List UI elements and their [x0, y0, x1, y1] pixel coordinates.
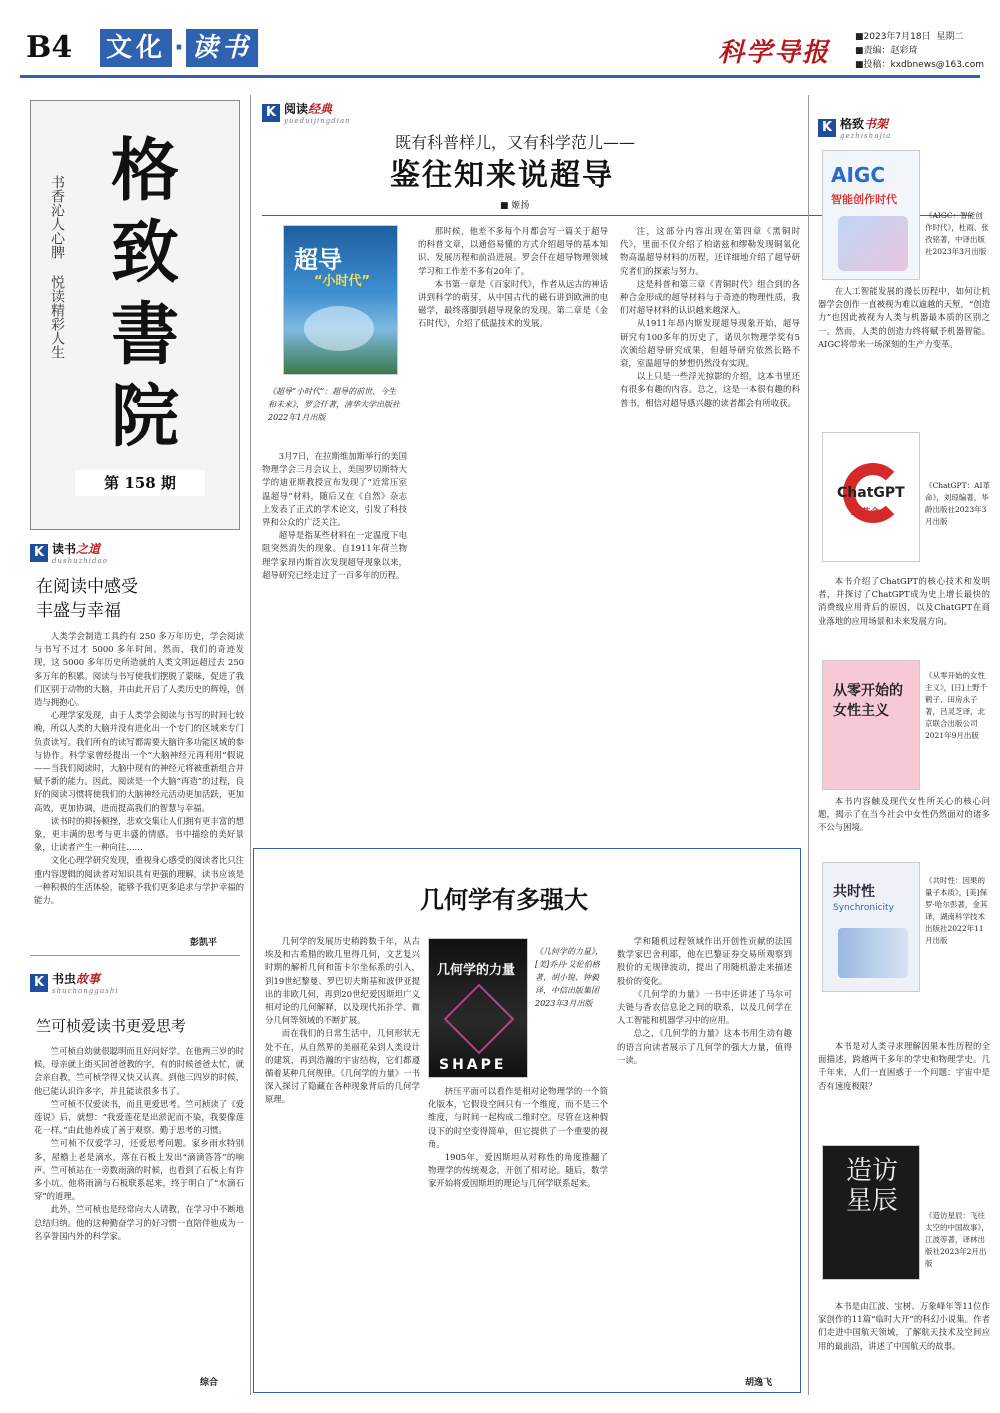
book-desc — [818, 285, 990, 415]
section-name-main: 阅读 — [284, 102, 309, 116]
k-logo-icon: K — [262, 104, 280, 122]
section-name — [52, 970, 119, 987]
paragraph: 注，这部分内容出现在第四章《黑铜时代》，里面不仅介绍了柏诺兹和缪勒发现铜氧化物高温超导材料的历程，还详细地介绍了超导研究者们的探索与努力。 — [620, 226, 800, 276]
paragraph: 那时候，他差不多每个月都会写一篇关于超导的科普文章，以通俗易懂的方式介绍超导的基本知识、发展历程和前沿进展。罗会仟在超导物理领域学习和工作差不多有20年了。 — [418, 226, 608, 276]
paragraph: 学和随机过程领域作出开创性贡献的法国数学家巴舍利耶，他在巴黎证券交易所观察到股价的无规律波动，提出了用随机游走来描述股价的变化。 — [617, 936, 792, 986]
section-name-main: 格致 — [840, 117, 865, 131]
paragraph: 1905年，爱因斯坦从对称性的角度推翻了物理学的传统观念，开创了相对论。随后，数学家开始将爱因斯坦的理论与几何学联系起来。 — [428, 1152, 608, 1189]
section-banner — [100, 28, 258, 68]
header-info — [855, 30, 984, 72]
book-cover-stars — [822, 1145, 920, 1280]
cover-title: 从零开始的女性主义 — [833, 683, 903, 719]
section-pinyin: dushuzhidao — [52, 557, 108, 565]
cover-art — [838, 216, 908, 271]
book-desc — [818, 795, 990, 855]
paragraph: 而在我们的日常生活中，几何形状无处不在，从自然界的美丽花朵到人类设计的建筑，再到浩瀚的宇宙结构，它们都遵循着某种几何规律。《几何学的力量》一书深入探讨了隐藏在各种现象背后的几何学原理。 — [265, 1028, 420, 1105]
column-title — [90, 130, 200, 458]
book-cover-geometry — [428, 938, 528, 1078]
section-name-main: 读书 — [52, 542, 77, 556]
date-text: 2023年7月18日 — [863, 32, 931, 42]
book-cover-chatgpt — [822, 432, 920, 562]
paragraph: 从1911年昂内斯发现超导现象开始，超导研究有100多年的历史了，诺贝尔物理学奖有5次颁给超导研究成果，但超导研究依然长路不衰，室温超导的梦想仍然没有实现。 — [620, 318, 800, 369]
cover-subtitle: “小时代” — [314, 274, 371, 289]
section-pinyin: shuchonggushi — [52, 987, 119, 995]
cover-subtitle: Synchronicity — [833, 903, 894, 913]
cover-en-title: SHAPE — [439, 1057, 507, 1073]
article-body — [34, 630, 244, 925]
paragraph: 3月7日，在拉斯维加斯举行的美国物理学会三月会议上，美国罗切斯特大学的迪亚斯教授宣布发现了“近常压室温超导”材料，随后又在《自然》杂志上发表了正式的学术论文，引发了科技界和公众的广泛关注。 — [262, 451, 407, 528]
section-label-culture: 文化 — [100, 29, 172, 67]
book-caption: 《造访星辰：飞往太空的中国故事》，江波等著，译林出版社2023年2月出版 — [925, 1211, 989, 1268]
page-number: B4 — [26, 30, 73, 65]
book-desc — [818, 575, 990, 650]
paragraph: 读书时的抑扬顿挫，悲欢交集让人们拥有更丰富的想象，更丰满的思考与更丰盛的情感。书中描绘的美好景象，让读者产生一种向往…… — [34, 815, 244, 853]
paragraph: 本书是对人类寻求理解因果本性历程的全面描述，跨越两千多年的学史和物理学史。几千年来，人们一直困惑于一个问题：宇宙中是否有速度极限？ — [818, 1041, 990, 1091]
book-cover-synchronicity — [822, 862, 920, 992]
cover-title: 超导 — [294, 246, 342, 274]
feature-col-1 — [262, 450, 407, 830]
cover-title: 几何学的力量 — [437, 963, 516, 978]
paragraph: 超导是指某些材料在一定温度下电阻突然消失的现象。自1911年荷兰物理学家昂内斯首次发现超导现象以来，超导研究已经走过了一百多年的历程。 — [262, 530, 407, 580]
divider — [30, 955, 240, 956]
book-cover-superconduct — [283, 225, 398, 375]
geometry-col-1 — [265, 935, 420, 1370]
column-divider — [250, 95, 251, 1395]
geometry-col-2 — [428, 1085, 608, 1370]
article-title: 竺可桢爱读书更爱思考 — [36, 1017, 187, 1035]
article-title — [36, 575, 138, 623]
book-caption: 《从零开始的女性主义》，[日]上野千鹤子、田房永子著，吕灵芝译，北京联合出版公司2021年9月出版 — [925, 671, 988, 740]
section-head-gezhi — [818, 115, 891, 140]
editor-text: 责编：赵彩琦 — [863, 46, 918, 56]
cover-title: AIGC — [831, 163, 886, 187]
section-pinyin: gezhishujia — [840, 132, 892, 140]
article-body — [34, 1045, 244, 1365]
paragraph: 竺可桢自幼就很聪明而且好问好学。在他两三岁的时候，母亲就上街买回爸爸教的字，有的时候爸爸太忙，就会亲自教，竺可桢学得又快又认真。到他三四岁的时候，他已能认识许多字，并且能读很多书了。 — [34, 1046, 244, 1096]
book-desc — [818, 1040, 990, 1120]
geometry-title: 几何学有多强大 — [420, 886, 588, 914]
k-logo-icon: K — [818, 119, 836, 137]
cover-subtitle: 智能创作时代 — [831, 193, 897, 206]
cover-title: 造访星辰 — [845, 1156, 898, 1216]
column-title-char: 致 — [110, 213, 179, 293]
k-logo-icon: K — [30, 544, 48, 562]
email-line: ■投稿：kxdbnews@163.com — [855, 60, 985, 70]
paragraph: 人类学会制造工具约有 250 多万年历史，学会阅读与书写不过才 5000 多年时间。然而，我们的奇迹发现，这 5000 多年历史所造就的人类文明远超过去 250 多万年的积累。阅读与书写使我们摆脱了蒙昧，促进了我们区别于动物的大脑，并由此开启了人类历史的辉煌，创造与拥抱心。 — [34, 631, 244, 708]
book-caption: 《AIGC：智能创作时代》，杜雨、张孜铭著，中译出版社2023年3月出版 — [925, 211, 989, 256]
issue-date: ■2023年7月18日 星期二 — [855, 32, 964, 42]
author-name: 姬扬 — [511, 201, 530, 211]
article-author: 综合 — [200, 1378, 219, 1388]
k-logo-icon: K — [30, 974, 48, 992]
geometry-author: 胡逸飞 — [745, 1378, 773, 1388]
section-name-em: 书架 — [864, 117, 889, 131]
column-title-char: 格 — [110, 131, 179, 211]
header-rule — [20, 75, 980, 78]
paragraph: 以上只是一些浮光掠影的介绍，这本书里还有很多有趣的内容。总之，这是一本很有趣的科普书，相信对超导感兴趣的读者都会有所收获。 — [620, 371, 800, 408]
masthead-logo: 科学导报 — [718, 38, 831, 68]
paragraph: 本书内容触及现代女性所关心的核心问题，揭示了在当今社会中女性仍然面对的诸多不公与困境。 — [818, 796, 990, 833]
cover-title: ChatGPT — [837, 485, 905, 501]
title-line: 在阅读中感受 — [36, 577, 138, 597]
feature-col-2 — [418, 225, 608, 830]
section-pinyin: yueduijingdian — [284, 117, 351, 125]
editor-line: ■责编：赵彩琦 — [855, 46, 918, 56]
paragraph: 在人工智能发展的漫长历程中，如何让机器学会创作一直被视为难以逾越的天堑，“创造力”也因此被视为人类与机器最本质的区别之一。然而，人类的创造力终将赋予机器智能。AIGC将带来一场深刻的生产力变革。 — [818, 286, 990, 349]
column-poem-left: 悦读精彩人生 — [49, 275, 65, 359]
section-name-em: 之道 — [76, 542, 101, 556]
title-line: 丰盛与幸福 — [36, 601, 121, 621]
section-head-yuedu — [262, 100, 351, 125]
weekday-text: 星期二 — [936, 32, 964, 42]
issue-badge: 第 158 期 — [75, 470, 205, 496]
book-caption: 《超导“小时代”：超导的前世、今生和未来》，罗会仟著，清华大学出版社 2022年1月出版 — [268, 387, 400, 422]
column-title-char: 院 — [110, 377, 179, 457]
book-caption: 《几何学的力量》，[美]乔丹·艾伦伯格著，胡小锐、钟毅译，中信出版集团2023年3月出版 — [535, 947, 603, 1008]
section-head-dushu — [30, 540, 108, 565]
geometry-col-3 — [617, 935, 792, 1370]
cover-title: 共时性 — [833, 884, 875, 900]
book-caption: 《ChatGPT：AI革命》，刘琼编著，华龄出版社2023年3月出版 — [925, 481, 990, 526]
column-title-char: 書 — [110, 295, 179, 375]
feature-author: ■ 姬扬 — [500, 201, 530, 211]
feature-title: 鉴往知来说超导 — [390, 158, 614, 193]
cover-subtitle: AI革命 — [851, 508, 880, 518]
book-caption: 《共时性：因果的量子本质》，[美]保罗·哈尔彭著，金其译，湖南科学技术出版社2022年11月出版 — [925, 876, 988, 945]
section-name — [52, 540, 108, 557]
paragraph: 此外，竺可桢也是经常向大人请教，在学习中不断地总结归纳。他的这种勤奋学习的好习惯一直陪伴他成为一名享誉国内外的科学家。 — [34, 1204, 244, 1241]
section-head-shuchong — [30, 970, 119, 995]
paragraph: 总之，《几何学的力量》这本书用生动有趣的语言向读者展示了几何学的强大力量，值得一读。 — [617, 1028, 792, 1065]
section-name — [284, 100, 351, 117]
column-divider — [808, 95, 809, 1395]
paragraph: 本书第一章是《百家时代》，作者从远古的神话讲到科学的萌芽，从中国古代的磁石讲到欧洲的电磁学，最终落脚到超导现象的发现。第二章是《金石时代》，介绍了低温技术的发展。 — [418, 278, 608, 329]
section-name-main: 书虫 — [52, 972, 77, 986]
book-desc — [818, 1300, 990, 1395]
paragraph: 竺可桢不仅爱读书，而且更爱思考。竺可桢读了《爱莲说》后，就想：“我爱莲花是出淤泥而不染，我要像莲花一样。”由此他养成了善于观察、勤于思考的习惯。 — [34, 1098, 244, 1136]
paragraph: 挤压平面可以看作是相对论物理学的一个简化版本，它假设空间只有一个维度，而不是三个维度，与时间一起构成二维时空。尽管在这种假设下的时空变得简单，但它提供了一个重要的视角。 — [428, 1086, 608, 1149]
paragraph: 《几何学的力量》一书中还讲述了马尔可夫链与香农信息论之间的联系，以及几何学在人工智能和机器学习中的应用。 — [617, 988, 792, 1026]
section-name — [840, 115, 891, 132]
feature-col-3 — [620, 225, 800, 830]
section-dot: · — [174, 33, 184, 63]
paragraph: 几何学的发展历史稍跨数千年，从古埃及和古希腊的欧几里得几何，文艺复兴时期的解析几何和笛卡尔坐标系的引入，到19世纪黎曼、罗巴切夫斯基和波伊亚提出的非欧几何，再到20世纪爱因斯坦广义相对论的几何解释，以及现代拓扑学、微分几何等领域的不断扩展。 — [265, 936, 420, 1026]
column-poem-right: 书香沁人心脾 — [49, 175, 65, 259]
section-name-em: 经典 — [308, 102, 333, 116]
cover-art — [838, 928, 908, 978]
paragraph: 本书介绍了ChatGPT的核心技术和发明者，并探讨了ChatGPT成为史上增长最快的消费级应用背后的原因，以及ChatGPT在商业落地的应用场景和未来发展方向。 — [818, 576, 990, 626]
paragraph: 这是科普和第三章《青铜时代》组合到的各种合金形成的超导材料与于奇迹的物理性质，我们对超导材料的认识越来越深入。 — [620, 278, 800, 316]
paragraph: 竺可桢不仅爱学习，还爱思考问题。家乡雨水特别多，屋檐上老是滴水，落在石板上发出“滴滴答答”的响声。竺可桢站在一旁数雨滴的时候，也看到了石板上有许多小坑。他将雨滴与石板联系起来，终于明白了“水滴石穿”的道理。 — [34, 1138, 244, 1202]
article-author: 彭凯平 — [190, 938, 218, 948]
paragraph: 本书是由江波、宝树、万象峰年等11位作家创作的11篇“临时大开”的科幻小说集。作者们走进中国航天领域，了解航天技术及空间应用的最前沿，讲述了中国航天的故事。 — [818, 1301, 990, 1351]
cover-art — [444, 984, 515, 1055]
section-label-reading: 读书 — [186, 29, 258, 67]
cover-art — [304, 306, 374, 351]
book-cover-feminism — [822, 660, 920, 790]
book-cover-aigc — [822, 150, 920, 280]
email-text: 投稿：kxdbnews@163.com — [863, 60, 985, 70]
paragraph: 文化心理学研究发现，重视身心感受的阅读者比只注重内容逻辑的阅读者对知识具有更强的理解，读书应该是一种积极的生活体验，能够予我们更多追求与学护幸福的能力。 — [34, 855, 244, 906]
paragraph: 心理学家发现，由于人类学会阅读与书写的时间七较晚，所以人类的大脑并没有进化出一个专门的区域来专门负责读写。我们所有的读写都需要大脑许多功能区域的参与协作。科学家曾经提出一个“大脑神经元再利用”假说——当我们阅读时，大脑中现有的神经元将被重新组合并赋予新的能力。因此，阅读是一个大脑“再造”的过程，良好的阅读习惯将使我们的大脑神经元活动更加活跃，更加高效，更加协调，进而提高我们的智慧与幸福。 — [34, 710, 244, 813]
feature-subtitle: 既有科普样儿，又有科学范儿—— — [395, 133, 636, 152]
section-name-em: 故事 — [76, 972, 101, 986]
